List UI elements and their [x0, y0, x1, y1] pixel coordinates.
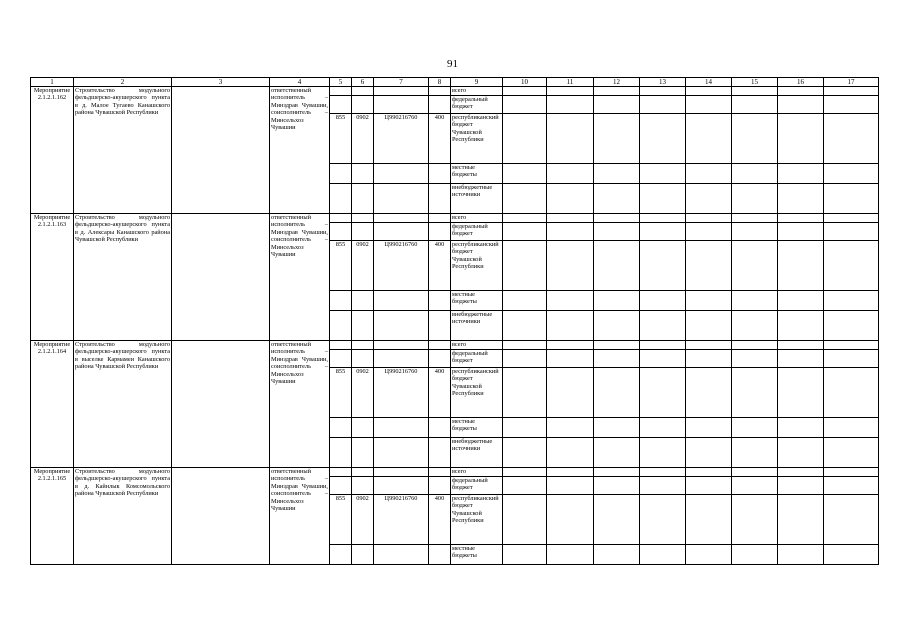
empty-cell: [503, 184, 547, 214]
empty-cell: [778, 418, 824, 438]
empty-cell: [503, 291, 547, 311]
header-cell: 12: [594, 78, 640, 87]
empty-cell: [330, 164, 352, 184]
empty-cell: [594, 350, 640, 368]
empty-cell: [352, 291, 374, 311]
empty-cell: [686, 214, 732, 223]
funding-source: федеральный бюджет: [451, 477, 503, 495]
empty-cell: [352, 223, 374, 241]
empty-cell: [732, 341, 778, 350]
empty-cell: [547, 545, 594, 565]
code-expense-type: 400: [429, 241, 451, 291]
event-title: Строительство модульного фельдшерско-акушерского пункта в д. Алексары Канашского района Чувашской Республики: [74, 214, 172, 341]
empty-cell: [778, 438, 824, 468]
code-grbs: 855: [330, 114, 352, 164]
empty-cell: [374, 477, 429, 495]
empty-cell: [374, 438, 429, 468]
funding-source: внебюджетные источники: [451, 184, 503, 214]
empty-cell: [824, 96, 879, 114]
empty-cell: [778, 477, 824, 495]
empty-cell: [686, 495, 732, 545]
empty-cell: [824, 495, 879, 545]
empty-cell: [686, 184, 732, 214]
empty-cell: [547, 311, 594, 341]
empty-cell: [172, 214, 270, 341]
responsible-executor: ответственный исполнитель – Минздрав Чувашии, соисполнитель – Минсельхоз Чувашии: [270, 341, 330, 468]
header-cell: 3: [172, 78, 270, 87]
empty-cell: [732, 477, 778, 495]
empty-cell: [503, 96, 547, 114]
empty-cell: [732, 184, 778, 214]
funding-source: местные бюджеты: [451, 418, 503, 438]
header-cell: 11: [547, 78, 594, 87]
empty-cell: [330, 214, 352, 223]
empty-cell: [686, 311, 732, 341]
empty-cell: [503, 223, 547, 241]
empty-cell: [429, 311, 451, 341]
code-grbs: 855: [330, 368, 352, 418]
empty-cell: [547, 350, 594, 368]
empty-cell: [732, 368, 778, 418]
funding-source: всего: [451, 214, 503, 223]
empty-cell: [374, 164, 429, 184]
empty-cell: [732, 214, 778, 223]
empty-cell: [824, 291, 879, 311]
empty-cell: [594, 368, 640, 418]
empty-cell: [352, 477, 374, 495]
code-target-article: Ц990216760: [374, 114, 429, 164]
empty-cell: [778, 350, 824, 368]
empty-cell: [778, 341, 824, 350]
empty-cell: [732, 241, 778, 291]
empty-cell: [778, 241, 824, 291]
empty-cell: [594, 495, 640, 545]
empty-cell: [686, 350, 732, 368]
empty-cell: [824, 468, 879, 477]
empty-cell: [503, 368, 547, 418]
empty-cell: [429, 438, 451, 468]
empty-cell: [429, 545, 451, 565]
header-cell: 15: [732, 78, 778, 87]
empty-cell: [429, 184, 451, 214]
empty-cell: [330, 223, 352, 241]
empty-cell: [594, 214, 640, 223]
empty-cell: [594, 184, 640, 214]
empty-cell: [374, 545, 429, 565]
code-grbs: 855: [330, 495, 352, 545]
empty-cell: [547, 114, 594, 164]
empty-cell: [778, 164, 824, 184]
funding-source: федеральный бюджет: [451, 350, 503, 368]
empty-cell: [429, 223, 451, 241]
empty-cell: [594, 438, 640, 468]
empty-cell: [732, 311, 778, 341]
empty-cell: [824, 438, 879, 468]
empty-cell: [429, 164, 451, 184]
empty-cell: [547, 241, 594, 291]
empty-cell: [330, 291, 352, 311]
empty-cell: [686, 418, 732, 438]
funding-source: местные бюджеты: [451, 545, 503, 565]
empty-cell: [352, 468, 374, 477]
empty-cell: [686, 164, 732, 184]
empty-cell: [594, 341, 640, 350]
funding-source: всего: [451, 468, 503, 477]
empty-cell: [732, 114, 778, 164]
header-cell: 10: [503, 78, 547, 87]
empty-cell: [547, 495, 594, 545]
header-row: [31, 78, 879, 87]
code-grbs: 855: [330, 241, 352, 291]
empty-cell: [172, 341, 270, 468]
empty-cell: [503, 87, 547, 96]
funding-source: федеральный бюджет: [451, 223, 503, 241]
empty-cell: [503, 468, 547, 477]
empty-cell: [594, 468, 640, 477]
code-expense-type: 400: [429, 495, 451, 545]
empty-cell: [732, 223, 778, 241]
empty-cell: [640, 350, 686, 368]
empty-cell: [330, 545, 352, 565]
empty-cell: [686, 368, 732, 418]
empty-cell: [429, 214, 451, 223]
empty-cell: [824, 477, 879, 495]
empty-cell: [732, 495, 778, 545]
empty-cell: [547, 468, 594, 477]
empty-cell: [429, 350, 451, 368]
empty-cell: [732, 96, 778, 114]
empty-cell: [503, 241, 547, 291]
empty-cell: [824, 311, 879, 341]
empty-cell: [352, 87, 374, 96]
event-title: Строительство модульного фельдшерско-акушерского пункта в д. Кайнлык Комсомольского района Чувашской Республики: [74, 468, 172, 565]
empty-cell: [547, 477, 594, 495]
empty-cell: [686, 291, 732, 311]
empty-cell: [547, 87, 594, 96]
event-label: Мероприятие 2.1.2.1.164: [31, 341, 74, 468]
empty-cell: [824, 341, 879, 350]
empty-cell: [330, 184, 352, 214]
empty-cell: [824, 418, 879, 438]
empty-cell: [374, 291, 429, 311]
empty-cell: [503, 477, 547, 495]
empty-cell: [594, 545, 640, 565]
code-section: 0902: [352, 241, 374, 291]
table-row: [31, 341, 879, 350]
empty-cell: [547, 341, 594, 350]
responsible-executor: ответственный исполнитель – Минздрав Чувашии, соисполнитель – Минсельхоз Чувашии: [270, 468, 330, 565]
code-section: 0902: [352, 495, 374, 545]
header-cell: 8: [429, 78, 451, 87]
empty-cell: [374, 96, 429, 114]
empty-cell: [824, 164, 879, 184]
page-number: 91: [447, 58, 458, 70]
empty-cell: [429, 477, 451, 495]
empty-cell: [640, 184, 686, 214]
empty-cell: [547, 291, 594, 311]
empty-cell: [429, 291, 451, 311]
empty-cell: [640, 87, 686, 96]
header-cell: 5: [330, 78, 352, 87]
empty-cell: [547, 223, 594, 241]
empty-cell: [330, 438, 352, 468]
empty-cell: [778, 184, 824, 214]
empty-cell: [778, 368, 824, 418]
empty-cell: [547, 164, 594, 184]
empty-cell: [686, 468, 732, 477]
funding-source: федеральный бюджет: [451, 96, 503, 114]
header-cell: 13: [640, 78, 686, 87]
header-cell: 7: [374, 78, 429, 87]
empty-cell: [824, 114, 879, 164]
responsible-executor: ответственный исполнитель – Минздрав Чувашии, соисполнитель – Минсельхоз Чувашии: [270, 214, 330, 341]
empty-cell: [732, 418, 778, 438]
empty-cell: [594, 477, 640, 495]
empty-cell: [824, 223, 879, 241]
funding-source: внебюджетные источники: [451, 438, 503, 468]
empty-cell: [824, 350, 879, 368]
empty-cell: [594, 114, 640, 164]
empty-cell: [778, 223, 824, 241]
empty-cell: [778, 495, 824, 545]
empty-cell: [374, 184, 429, 214]
empty-cell: [429, 341, 451, 350]
funding-source: местные бюджеты: [451, 291, 503, 311]
empty-cell: [824, 87, 879, 96]
budget-table: [30, 77, 879, 565]
empty-cell: [778, 87, 824, 96]
empty-cell: [330, 341, 352, 350]
empty-cell: [374, 214, 429, 223]
empty-cell: [429, 87, 451, 96]
empty-cell: [503, 438, 547, 468]
empty-cell: [732, 87, 778, 96]
empty-cell: [352, 96, 374, 114]
empty-cell: [503, 164, 547, 184]
empty-cell: [686, 96, 732, 114]
empty-cell: [686, 545, 732, 565]
header-cell: 9: [451, 78, 503, 87]
funding-source: внебюджетные источники: [451, 311, 503, 341]
empty-cell: [330, 96, 352, 114]
empty-cell: [640, 311, 686, 341]
empty-cell: [503, 418, 547, 438]
empty-cell: [594, 164, 640, 184]
empty-cell: [824, 184, 879, 214]
funding-source: республиканский бюджет Чувашской Республики: [451, 114, 503, 164]
table-row: [31, 468, 879, 477]
empty-cell: [330, 350, 352, 368]
empty-cell: [594, 223, 640, 241]
empty-cell: [778, 545, 824, 565]
header-cell: 2: [74, 78, 172, 87]
event-label: Мероприятие 2.1.2.1.163: [31, 214, 74, 341]
empty-cell: [547, 418, 594, 438]
empty-cell: [547, 214, 594, 223]
empty-cell: [374, 311, 429, 341]
empty-cell: [824, 368, 879, 418]
empty-cell: [640, 418, 686, 438]
empty-cell: [547, 438, 594, 468]
table-row: [31, 87, 879, 96]
empty-cell: [778, 214, 824, 223]
empty-cell: [594, 291, 640, 311]
empty-cell: [352, 350, 374, 368]
header-cell: 4: [270, 78, 330, 87]
empty-cell: [547, 96, 594, 114]
empty-cell: [640, 223, 686, 241]
empty-cell: [640, 164, 686, 184]
empty-cell: [824, 214, 879, 223]
empty-cell: [374, 468, 429, 477]
empty-cell: [686, 87, 732, 96]
empty-cell: [172, 468, 270, 565]
funding-source: республиканский бюджет Чувашской Республики: [451, 241, 503, 291]
code-expense-type: 400: [429, 114, 451, 164]
funding-source: всего: [451, 341, 503, 350]
empty-cell: [824, 241, 879, 291]
empty-cell: [374, 350, 429, 368]
empty-cell: [594, 418, 640, 438]
header-cell: 14: [686, 78, 732, 87]
empty-cell: [686, 341, 732, 350]
event-label: Мероприятие 2.1.2.1.165: [31, 468, 74, 565]
empty-cell: [732, 438, 778, 468]
empty-cell: [778, 114, 824, 164]
empty-cell: [640, 214, 686, 223]
empty-cell: [429, 418, 451, 438]
empty-cell: [503, 214, 547, 223]
empty-cell: [374, 418, 429, 438]
empty-cell: [330, 468, 352, 477]
code-section: 0902: [352, 368, 374, 418]
empty-cell: [686, 223, 732, 241]
code-target-article: Ц990216760: [374, 368, 429, 418]
empty-cell: [640, 114, 686, 164]
empty-cell: [429, 468, 451, 477]
funding-source: всего: [451, 87, 503, 96]
event-label: Мероприятие 2.1.2.1.162: [31, 87, 74, 214]
empty-cell: [352, 438, 374, 468]
empty-cell: [640, 368, 686, 418]
header-cell: 1: [31, 78, 74, 87]
funding-source: республиканский бюджет Чувашской Республики: [451, 495, 503, 545]
table-row: [31, 214, 879, 223]
empty-cell: [374, 341, 429, 350]
empty-cell: [732, 291, 778, 311]
event-title: Строительство модульного фельдшерско-акушерского пункта в д. Малое Тугаево Канашского района Чувашской Республики: [74, 87, 172, 214]
empty-cell: [640, 96, 686, 114]
empty-cell: [594, 96, 640, 114]
empty-cell: [686, 241, 732, 291]
empty-cell: [503, 545, 547, 565]
empty-cell: [640, 477, 686, 495]
responsible-executor: ответственный исполнитель – Минздрав Чувашии, соисполнитель – Минсельхоз Чувашии: [270, 87, 330, 214]
empty-cell: [594, 311, 640, 341]
empty-cell: [172, 87, 270, 214]
empty-cell: [594, 87, 640, 96]
empty-cell: [547, 368, 594, 418]
empty-cell: [686, 114, 732, 164]
empty-cell: [503, 114, 547, 164]
empty-cell: [732, 468, 778, 477]
empty-cell: [732, 545, 778, 565]
funding-source: местные бюджеты: [451, 164, 503, 184]
empty-cell: [374, 87, 429, 96]
empty-cell: [352, 545, 374, 565]
empty-cell: [330, 477, 352, 495]
empty-cell: [374, 223, 429, 241]
empty-cell: [640, 545, 686, 565]
empty-cell: [686, 438, 732, 468]
code-expense-type: 400: [429, 368, 451, 418]
empty-cell: [732, 164, 778, 184]
code-section: 0902: [352, 114, 374, 164]
code-target-article: Ц990216760: [374, 241, 429, 291]
empty-cell: [352, 164, 374, 184]
empty-cell: [640, 495, 686, 545]
empty-cell: [547, 184, 594, 214]
funding-source: республиканский бюджет Чувашской Республики: [451, 368, 503, 418]
empty-cell: [778, 96, 824, 114]
empty-cell: [778, 468, 824, 477]
empty-cell: [352, 311, 374, 341]
header-cell: 6: [352, 78, 374, 87]
empty-cell: [640, 241, 686, 291]
empty-cell: [732, 350, 778, 368]
header-cell: 17: [824, 78, 879, 87]
empty-cell: [330, 311, 352, 341]
empty-cell: [503, 350, 547, 368]
empty-cell: [686, 477, 732, 495]
empty-cell: [330, 418, 352, 438]
empty-cell: [352, 418, 374, 438]
empty-cell: [778, 291, 824, 311]
empty-cell: [640, 291, 686, 311]
empty-cell: [330, 87, 352, 96]
empty-cell: [503, 341, 547, 350]
empty-cell: [352, 214, 374, 223]
empty-cell: [594, 241, 640, 291]
empty-cell: [778, 311, 824, 341]
empty-cell: [503, 495, 547, 545]
event-title: Строительство модульного фельдшерско-акушерского пункта в выселке Кармамеи Канашского района Чувашской Республики: [74, 341, 172, 468]
empty-cell: [503, 311, 547, 341]
empty-cell: [352, 184, 374, 214]
header-cell: 16: [778, 78, 824, 87]
code-target-article: Ц990216760: [374, 495, 429, 545]
empty-cell: [824, 545, 879, 565]
empty-cell: [640, 341, 686, 350]
empty-cell: [352, 341, 374, 350]
empty-cell: [640, 468, 686, 477]
empty-cell: [429, 96, 451, 114]
empty-cell: [640, 438, 686, 468]
